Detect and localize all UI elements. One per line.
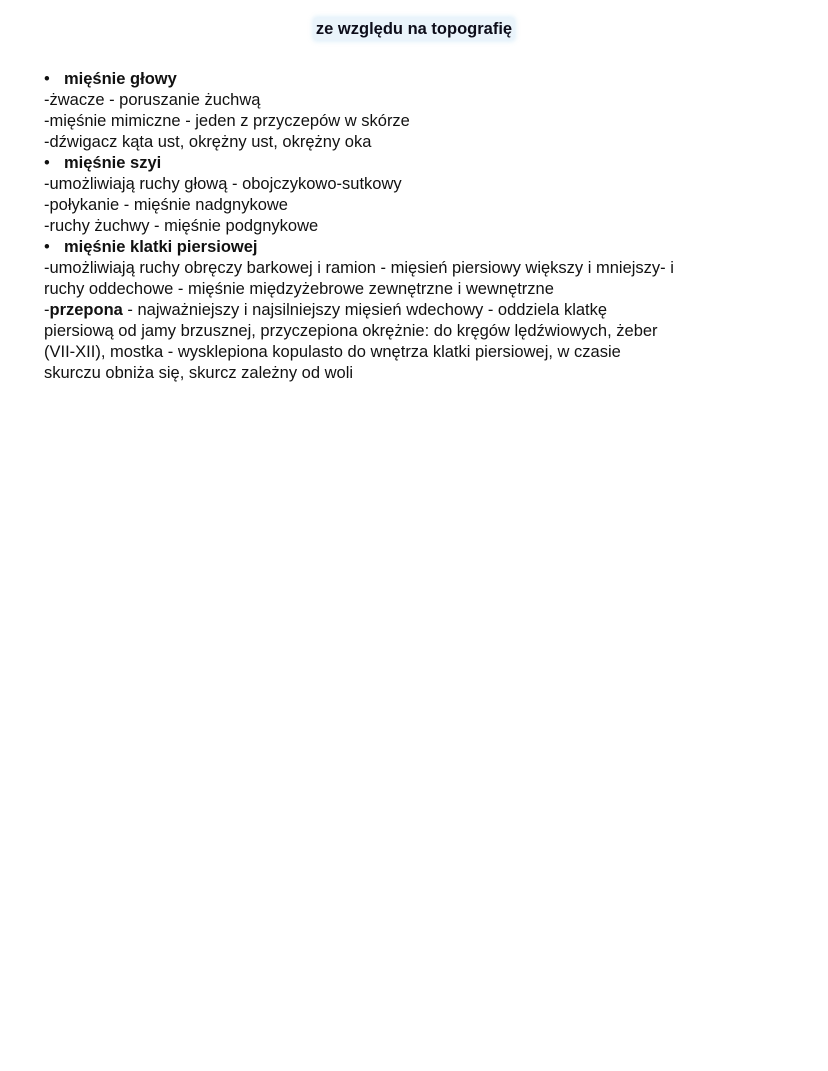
text-line: (VII-XII), mostka - wysklepiona kopulasto do wnętrza klatki piersiowej, w czasie xyxy=(44,343,621,361)
heading-text: mięśnie głowy xyxy=(64,70,177,88)
title-container xyxy=(0,18,828,40)
diaphragm-term: przepona xyxy=(49,301,123,319)
text-line: -ruchy żuchwy - mięśnie podgnykowe xyxy=(44,217,319,235)
text-line: skurczu obniża się, skurcz zależny od woli xyxy=(44,364,354,382)
section-heading-neck xyxy=(44,153,744,174)
text-line: -połykanie - mięśnie nadgnykowe xyxy=(44,196,288,214)
dash-text: - xyxy=(44,301,50,319)
text-line: -żwacze - poruszanie żuchwą xyxy=(44,91,261,109)
text-line: -umożliwiają ruchy obręczy barkowej i ramion - mięsień piersiowy większy i mniejszy- i xyxy=(44,259,674,277)
bullet-icon: • xyxy=(44,154,50,172)
text-line: ruchy oddechowe - mięśnie międzyżebrowe zewnętrzne i wewnętrzne xyxy=(44,280,554,298)
document-body xyxy=(44,69,744,384)
section-heading-chest xyxy=(44,237,744,258)
bullet-icon: • xyxy=(44,70,50,88)
diaphragm-description: - najważniejszy i najsilniejszy mięsień wdechowy - oddziela klatkę xyxy=(122,301,608,319)
text-line: -mięśnie mimiczne - jeden z przyczepów w skórze xyxy=(44,112,410,130)
heading-text: mięśnie klatki piersiowej xyxy=(64,238,258,256)
heading-text: mięśnie szyi xyxy=(64,154,162,172)
text-line: -dźwigacz kąta ust, okrężny ust, okrężny oka xyxy=(44,133,372,151)
page-title: ze względu na topografię xyxy=(315,20,513,38)
section-heading-head xyxy=(44,69,744,90)
text-line: -umożliwiają ruchy głową - obojczykowo-sutkowy xyxy=(44,175,402,193)
bullet-icon: • xyxy=(44,238,50,256)
diaphragm-line xyxy=(44,300,744,321)
text-line: piersiową od jamy brzusznej, przyczepiona okrężnie: do kręgów lędźwiowych, żeber xyxy=(44,322,658,340)
